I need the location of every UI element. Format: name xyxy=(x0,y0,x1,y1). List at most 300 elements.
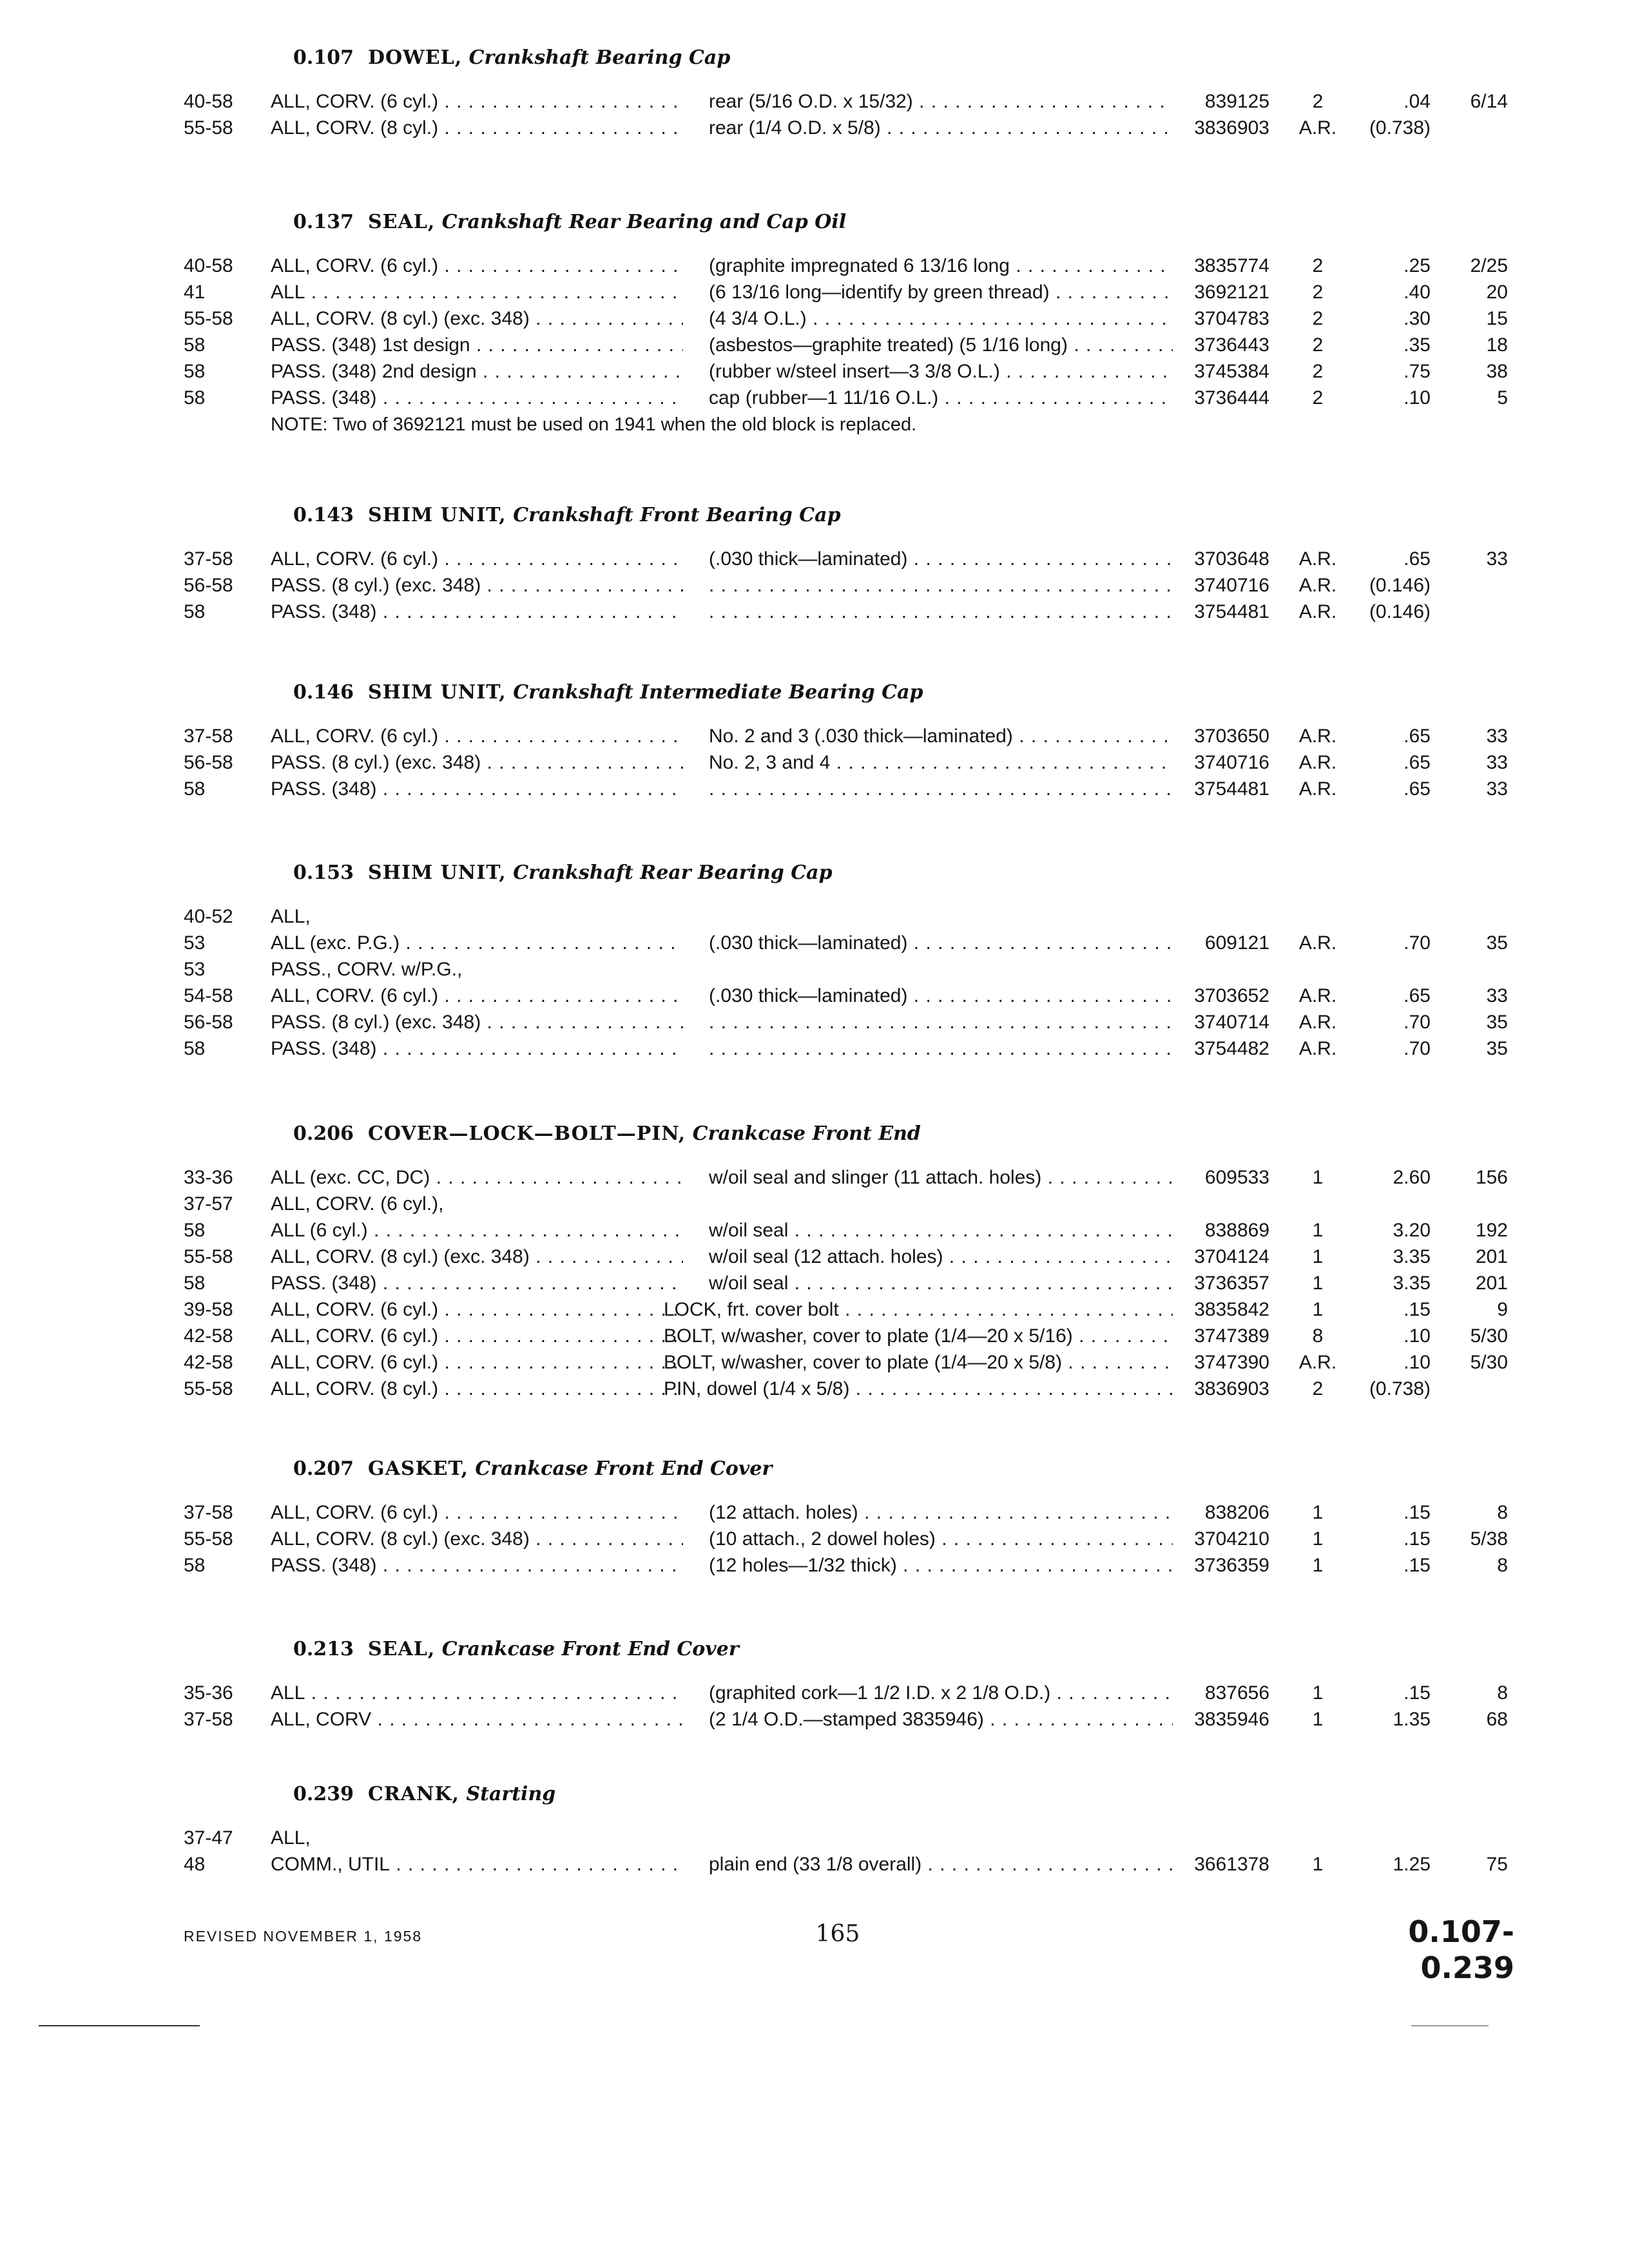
weight: 5 xyxy=(1497,387,1508,408)
part-description xyxy=(709,1036,1173,1062)
part-number: 3704124 xyxy=(1194,1246,1269,1267)
list-price: (0.146) xyxy=(1369,601,1431,622)
weight: 38 xyxy=(1486,361,1508,382)
model-years: 37-58 xyxy=(184,1502,233,1523)
part-subtitle: Starting xyxy=(466,1783,556,1805)
quantity: 2 xyxy=(1312,387,1324,408)
model-applicability: COMM., UTIL . . . xyxy=(271,1852,683,1878)
part-description: (12 attach. holes) . . . xyxy=(709,1500,1173,1526)
model-applicability: ALL, CORV. (6 cyl.) . . . xyxy=(271,1297,683,1323)
quantity: A.R. xyxy=(1298,1012,1337,1033)
table-row xyxy=(0,1191,1629,1217)
part-number: 3703648 xyxy=(1194,548,1269,570)
group-number: 0.239 xyxy=(293,1783,354,1805)
list-price: .15 xyxy=(1403,1555,1431,1576)
model-years: 55-58 xyxy=(184,1378,233,1399)
part-description: plain end (33 1/8 overall) . . . xyxy=(709,1852,1173,1878)
weight: 33 xyxy=(1486,548,1508,570)
model-applicability: PASS. (8 cyl.) (exc. 348) . . . xyxy=(271,573,683,599)
model-applicability: ALL, CORV. (8 cyl.) (exc. 348) . . . xyxy=(271,1526,683,1552)
table-row xyxy=(0,957,1629,983)
part-number: 3704783 xyxy=(1194,308,1269,329)
list-price: .10 xyxy=(1403,1352,1431,1373)
part-description: (.030 thick—laminated) . . . xyxy=(709,983,1173,1009)
weight: 9 xyxy=(1497,1299,1508,1320)
part-number: 838869 xyxy=(1204,1220,1269,1241)
model-applicability: ALL . . . xyxy=(271,1680,683,1706)
model-years: 53 xyxy=(184,932,206,954)
model-applicability: PASS. (348) 1st design . . . xyxy=(271,332,683,358)
model-years: 40-58 xyxy=(184,255,233,276)
model-years: 55-58 xyxy=(184,1528,233,1550)
model-years: 48 xyxy=(184,1854,206,1875)
part-description: BOLT, w/washer, cover to plate (1/4—20 x 5/16) . . . xyxy=(664,1323,1173,1349)
part-name: SHIM UNIT, xyxy=(367,861,506,884)
list-price: .15 xyxy=(1403,1299,1431,1320)
weight: 8 xyxy=(1497,1682,1508,1704)
model-applicability: PASS. (8 cyl.) (exc. 348) . . . xyxy=(271,750,683,776)
part-name: SHIM UNIT, xyxy=(367,504,506,526)
part-name: CRANK, xyxy=(367,1783,459,1805)
table-row xyxy=(0,1010,1629,1035)
weight: 5/30 xyxy=(1470,1325,1508,1347)
part-description: (12 holes—1/32 thick) . . . xyxy=(709,1553,1173,1579)
model-years: 37-57 xyxy=(184,1193,233,1215)
list-price: .65 xyxy=(1403,548,1431,570)
part-description xyxy=(709,573,1173,599)
part-description: (6 13/16 long—identify by green thread) . . . xyxy=(709,280,1173,305)
table-row xyxy=(0,385,1629,411)
section-heading xyxy=(293,45,730,71)
table-row xyxy=(0,1323,1629,1349)
quantity: A.R. xyxy=(1298,752,1337,773)
group-number: 0.206 xyxy=(293,1122,354,1145)
weight: 201 xyxy=(1475,1246,1508,1267)
weight: 5/38 xyxy=(1470,1528,1508,1550)
part-number: 609121 xyxy=(1204,932,1269,954)
list-price: 1.35 xyxy=(1393,1709,1431,1730)
list-price: .10 xyxy=(1403,1325,1431,1347)
list-price: 3.35 xyxy=(1393,1246,1431,1267)
table-row xyxy=(0,89,1629,115)
part-number: 3704210 xyxy=(1194,1528,1269,1550)
model-years: 37-58 xyxy=(184,1709,233,1730)
part-name: GASKET, xyxy=(367,1457,468,1480)
part-subtitle: Crankcase Front End Cover xyxy=(441,1638,739,1660)
quantity: 1 xyxy=(1312,1709,1324,1730)
quantity: A.R. xyxy=(1298,778,1337,800)
weight: 192 xyxy=(1475,1220,1508,1241)
model-applicability: PASS. (348) . . . xyxy=(271,1553,683,1579)
table-row xyxy=(0,306,1629,332)
quantity: A.R. xyxy=(1298,548,1337,570)
table-row xyxy=(0,1297,1629,1323)
table-row xyxy=(0,1244,1629,1270)
weight: 2/25 xyxy=(1470,255,1508,276)
part-description: (graphite impregnated 6 13/16 long . . . xyxy=(709,253,1173,279)
part-number: 839125 xyxy=(1204,91,1269,112)
model-applicability: PASS. (348) . . . xyxy=(271,599,683,625)
model-years: 42-58 xyxy=(184,1325,233,1347)
part-subtitle: Crankshaft Front Bearing Cap xyxy=(513,504,841,526)
model-applicability: ALL (exc. P.G.) . . . xyxy=(271,930,683,956)
weight: 33 xyxy=(1486,778,1508,800)
quantity: A.R. xyxy=(1298,726,1337,747)
part-number: 3745384 xyxy=(1194,361,1269,382)
table-row xyxy=(0,1218,1629,1244)
model-years: 58 xyxy=(184,778,206,800)
model-applicability: ALL, CORV. (6 cyl.) . . . xyxy=(271,1350,683,1376)
table-row xyxy=(0,1350,1629,1376)
model-applicability: ALL, CORV. (6 cyl.) . . . xyxy=(271,1500,683,1526)
weight: 201 xyxy=(1475,1273,1508,1294)
list-price: .70 xyxy=(1403,932,1431,954)
model-applicability: ALL, CORV. (6 cyl.) . . . xyxy=(271,89,683,115)
quantity: 8 xyxy=(1312,1325,1324,1347)
group-number: 0.153 xyxy=(293,861,354,884)
table-row xyxy=(0,776,1629,802)
list-price: .40 xyxy=(1403,282,1431,303)
part-description: w/oil seal (12 attach. holes) . . . xyxy=(709,1244,1173,1270)
part-number: 3754481 xyxy=(1194,778,1269,800)
model-applicability: PASS., CORV. w/P.G., xyxy=(271,959,463,980)
list-price: .70 xyxy=(1403,1038,1431,1059)
list-price: .70 xyxy=(1403,1012,1431,1033)
model-years: 55-58 xyxy=(184,308,233,329)
part-description: (4 3/4 O.L.) . . . xyxy=(709,306,1173,332)
model-years: 58 xyxy=(184,361,206,382)
model-years: 41 xyxy=(184,282,206,303)
group-number: 0.146 xyxy=(293,681,354,704)
weight: 68 xyxy=(1486,1709,1508,1730)
list-price: (0.738) xyxy=(1369,117,1431,139)
weight: 5/30 xyxy=(1470,1352,1508,1373)
part-description: cap (rubber—1 11/16 O.L.) . . . xyxy=(709,385,1173,411)
quantity: 2 xyxy=(1312,308,1324,329)
weight: 75 xyxy=(1486,1854,1508,1875)
model-years: 37-47 xyxy=(184,1827,233,1849)
model-years: 35-36 xyxy=(184,1682,233,1704)
part-description: No. 2, 3 and 4 . . . xyxy=(709,750,1173,776)
part-description: (.030 thick—laminated) . . . xyxy=(709,930,1173,956)
part-description: (rubber w/steel insert—3 3/8 O.L.) . . . xyxy=(709,359,1173,385)
model-years: 58 xyxy=(184,1555,206,1576)
part-number: 3836903 xyxy=(1194,1378,1269,1399)
quantity: 2 xyxy=(1312,255,1324,276)
part-number: 3703652 xyxy=(1194,985,1269,1006)
weight: 35 xyxy=(1486,1012,1508,1033)
quantity: 1 xyxy=(1312,1246,1324,1267)
table-row xyxy=(0,1500,1629,1526)
model-applicability: PASS. (348) . . . xyxy=(271,385,683,411)
part-name: COVER—LOCK—BOLT—PIN, xyxy=(367,1122,686,1145)
model-years: 33-36 xyxy=(184,1167,233,1188)
model-years: 58 xyxy=(184,1273,206,1294)
part-name: SHIM UNIT, xyxy=(367,681,506,704)
quantity: 2 xyxy=(1312,282,1324,303)
list-price: .65 xyxy=(1403,985,1431,1006)
part-number: 3835946 xyxy=(1194,1709,1269,1730)
weight: 8 xyxy=(1497,1502,1508,1523)
table-row xyxy=(0,930,1629,956)
model-applicability: PASS. (348) . . . xyxy=(271,776,683,802)
model-years: 58 xyxy=(184,387,206,408)
model-applicability: ALL, CORV. (6 cyl.) . . . xyxy=(271,546,683,572)
part-description: PIN, dowel (1/4 x 5/8) . . . xyxy=(664,1376,1173,1402)
weight: 33 xyxy=(1486,752,1508,773)
list-price: .75 xyxy=(1403,361,1431,382)
part-name: SEAL, xyxy=(367,211,436,233)
part-description: w/oil seal and slinger (11 attach. holes) . . . xyxy=(709,1165,1173,1191)
list-price: .65 xyxy=(1403,726,1431,747)
part-subtitle: Crankcase Front End Cover xyxy=(475,1457,773,1480)
part-number: 837656 xyxy=(1204,1682,1269,1704)
group-number: 0.143 xyxy=(293,504,354,526)
model-applicability: ALL, CORV. (8 cyl.) (exc. 348) . . . xyxy=(271,306,683,332)
table-row xyxy=(0,359,1629,385)
table-row xyxy=(0,1553,1629,1579)
part-number: 3835774 xyxy=(1194,255,1269,276)
quantity: A.R. xyxy=(1298,1352,1337,1373)
part-description: (.030 thick—laminated) . . . xyxy=(709,546,1173,572)
model-applicability: ALL, CORV. (6 cyl.) . . . xyxy=(271,1323,683,1349)
list-price: .15 xyxy=(1403,1682,1431,1704)
model-years: 58 xyxy=(184,334,206,356)
part-subtitle: Crankshaft Bearing Cap xyxy=(468,46,731,69)
part-description: (asbestos—graphite treated) (5 1/16 long) . . . xyxy=(709,332,1173,358)
part-number: 3740716 xyxy=(1194,575,1269,596)
weight: 35 xyxy=(1486,1038,1508,1059)
model-years: 40-58 xyxy=(184,91,233,112)
part-subtitle: Crankcase Front End xyxy=(692,1122,921,1145)
part-description: w/oil seal . . . xyxy=(709,1218,1173,1244)
quantity: A.R. xyxy=(1298,985,1337,1006)
part-number: 3835842 xyxy=(1194,1299,1269,1320)
list-price: 1.25 xyxy=(1393,1854,1431,1875)
quantity: 2 xyxy=(1312,361,1324,382)
quantity: 1 xyxy=(1312,1299,1324,1320)
part-number: 3736443 xyxy=(1194,334,1269,356)
model-applicability: PASS. (8 cyl.) (exc. 348) . . . xyxy=(271,1010,683,1035)
part-number: 3836903 xyxy=(1194,117,1269,139)
table-row xyxy=(0,115,1629,141)
section-heading xyxy=(293,680,923,706)
list-price: 2.60 xyxy=(1393,1167,1431,1188)
part-description: rear (1/4 O.D. x 5/8) . . . xyxy=(709,115,1173,141)
model-years: 55-58 xyxy=(184,117,233,139)
weight: 33 xyxy=(1486,985,1508,1006)
part-number: 3736444 xyxy=(1194,387,1269,408)
quantity: A.R. xyxy=(1298,1038,1337,1059)
table-row xyxy=(0,983,1629,1009)
part-name: DOWEL, xyxy=(367,46,463,69)
part-number: 609533 xyxy=(1204,1167,1269,1188)
table-row xyxy=(0,1165,1629,1191)
weight: 15 xyxy=(1486,308,1508,329)
table-row xyxy=(0,724,1629,749)
model-applicability: PASS. (348) . . . xyxy=(271,1271,683,1296)
section-heading xyxy=(293,1637,739,1662)
model-applicability: ALL, CORV . . . xyxy=(271,1707,683,1733)
list-price: (0.738) xyxy=(1369,1378,1431,1399)
quantity: A.R. xyxy=(1298,932,1337,954)
group-number: 0.207 xyxy=(293,1457,354,1480)
group-number: 0.107 xyxy=(293,46,354,69)
weight: 8 xyxy=(1497,1555,1508,1576)
part-number: 3747390 xyxy=(1194,1352,1269,1373)
list-price: .65 xyxy=(1403,778,1431,800)
part-number: 3736359 xyxy=(1194,1555,1269,1576)
group-number: 0.213 xyxy=(293,1638,354,1660)
part-subtitle: Crankshaft Intermediate Bearing Cap xyxy=(513,681,923,704)
part-description xyxy=(709,599,1173,625)
model-applicability: ALL (6 cyl.) . . . xyxy=(271,1218,683,1244)
part-description: No. 2 and 3 (.030 thick—laminated) . . . xyxy=(709,724,1173,749)
weight: 18 xyxy=(1486,334,1508,356)
table-row xyxy=(0,1526,1629,1552)
quantity: 1 xyxy=(1312,1555,1324,1576)
section-heading xyxy=(293,1121,921,1147)
part-number: 3754481 xyxy=(1194,601,1269,622)
part-description: w/oil seal . . . xyxy=(709,1271,1173,1296)
part-subtitle: Crankshaft Rear Bearing Cap xyxy=(513,861,833,884)
part-number: 838206 xyxy=(1204,1502,1269,1523)
model-years: 56-58 xyxy=(184,752,233,773)
section-note: NOTE: Two of 3692121 must be used on 1941 when the old block is replaced. xyxy=(271,414,917,435)
model-years: 53 xyxy=(184,959,206,980)
table-row xyxy=(0,1271,1629,1296)
list-price: .15 xyxy=(1403,1528,1431,1550)
table-row xyxy=(0,546,1629,572)
model-years: 42-58 xyxy=(184,1352,233,1373)
model-years: 58 xyxy=(184,1220,206,1241)
part-description: rear (5/16 O.D. x 15/32) . . . xyxy=(709,89,1173,115)
table-row xyxy=(0,1680,1629,1706)
model-applicability: ALL, xyxy=(271,1827,311,1849)
table-row xyxy=(0,573,1629,599)
table-row xyxy=(0,332,1629,358)
model-applicability: ALL (exc. CC, DC) . . . xyxy=(271,1165,683,1191)
part-description xyxy=(709,1010,1173,1035)
part-number: 3703650 xyxy=(1194,726,1269,747)
model-applicability: PASS. (348) 2nd design . . . xyxy=(271,359,683,385)
section-heading xyxy=(293,1782,555,1807)
list-price: .25 xyxy=(1403,255,1431,276)
list-price: .30 xyxy=(1403,308,1431,329)
part-description xyxy=(709,776,1173,802)
quantity: 1 xyxy=(1312,1220,1324,1241)
quantity: 1 xyxy=(1312,1167,1324,1188)
part-number: 3740714 xyxy=(1194,1012,1269,1033)
part-subtitle: Crankshaft Rear Bearing and Cap Oil xyxy=(441,211,847,233)
table-row xyxy=(0,1376,1629,1402)
weight: 20 xyxy=(1486,282,1508,303)
quantity: 1 xyxy=(1312,1502,1324,1523)
model-years: 40-52 xyxy=(184,906,233,927)
model-years: 37-58 xyxy=(184,548,233,570)
quantity: A.R. xyxy=(1298,601,1337,622)
list-price: (0.146) xyxy=(1369,575,1431,596)
quantity: 2 xyxy=(1312,1378,1324,1399)
table-row xyxy=(0,1852,1629,1878)
model-applicability: ALL, CORV. (6 cyl.), xyxy=(271,1193,444,1215)
weight: 6/14 xyxy=(1470,91,1508,112)
part-description: BOLT, w/washer, cover to plate (1/4—20 x 5/8) . . . xyxy=(664,1350,1173,1376)
table-row xyxy=(0,1825,1629,1851)
scan-edge-mark xyxy=(39,2025,200,2026)
part-description: (10 attach., 2 dowel holes) . . . xyxy=(709,1526,1173,1552)
list-price: 3.35 xyxy=(1393,1273,1431,1294)
table-row xyxy=(0,599,1629,625)
quantity: A.R. xyxy=(1298,117,1337,139)
page-number: 165 xyxy=(815,1921,860,1947)
list-price: .04 xyxy=(1403,91,1431,112)
list-price: 3.20 xyxy=(1393,1220,1431,1241)
weight: 35 xyxy=(1486,932,1508,954)
section-heading xyxy=(293,209,846,235)
model-applicability: ALL, xyxy=(271,906,311,927)
part-number: 3692121 xyxy=(1194,282,1269,303)
table-row xyxy=(0,1036,1629,1062)
part-number: 3747389 xyxy=(1194,1325,1269,1347)
quantity: 2 xyxy=(1312,91,1324,112)
model-applicability: ALL, CORV. (6 cyl.) . . . xyxy=(271,983,683,1009)
weight: 156 xyxy=(1475,1167,1508,1188)
table-row xyxy=(0,253,1629,279)
model-years: 56-58 xyxy=(184,1012,233,1033)
section-heading xyxy=(293,860,833,886)
revision-date: REVISED NOVEMBER 1, 1958 xyxy=(184,1928,423,1945)
model-years: 56-58 xyxy=(184,575,233,596)
part-description: (graphited cork—1 1/2 I.D. x 2 1/8 O.D.) . . . xyxy=(709,1680,1173,1706)
weight: 33 xyxy=(1486,726,1508,747)
section-heading xyxy=(293,1456,772,1482)
part-description: (2 1/4 O.D.—stamped 3835946) . . . xyxy=(709,1707,1173,1733)
quantity: 1 xyxy=(1312,1528,1324,1550)
group-range: 0.107-0.239 xyxy=(1408,1914,1514,1985)
part-number: 3740716 xyxy=(1194,752,1269,773)
model-years: 54-58 xyxy=(184,985,233,1006)
quantity: 1 xyxy=(1312,1854,1324,1875)
model-applicability: ALL, CORV. (8 cyl.) . . . xyxy=(271,1376,683,1402)
model-years: 58 xyxy=(184,601,206,622)
model-applicability: ALL, CORV. (6 cyl.) . . . xyxy=(271,724,683,749)
part-description: LOCK, frt. cover bolt . . . xyxy=(664,1297,1173,1323)
part-name: SEAL, xyxy=(367,1638,436,1660)
model-years: 55-58 xyxy=(184,1246,233,1267)
table-row xyxy=(0,904,1629,930)
table-row xyxy=(0,280,1629,305)
list-price: .15 xyxy=(1403,1502,1431,1523)
model-years: 58 xyxy=(184,1038,206,1059)
table-row xyxy=(0,1707,1629,1733)
quantity: 1 xyxy=(1312,1682,1324,1704)
model-applicability: ALL, CORV. (8 cyl.) . . . xyxy=(271,115,683,141)
part-number: 3661378 xyxy=(1194,1854,1269,1875)
part-number: 3754482 xyxy=(1194,1038,1269,1059)
list-price: .65 xyxy=(1403,752,1431,773)
model-years: 37-58 xyxy=(184,726,233,747)
group-number: 0.137 xyxy=(293,211,354,233)
model-applicability: ALL, CORV. (6 cyl.) . . . xyxy=(271,253,683,279)
section-heading xyxy=(293,503,841,528)
model-applicability: ALL . . . xyxy=(271,280,683,305)
quantity: 2 xyxy=(1312,334,1324,356)
quantity: A.R. xyxy=(1298,575,1337,596)
scan-edge-mark xyxy=(1411,2025,1489,2026)
part-number: 3736357 xyxy=(1194,1273,1269,1294)
model-years: 39-58 xyxy=(184,1299,233,1320)
